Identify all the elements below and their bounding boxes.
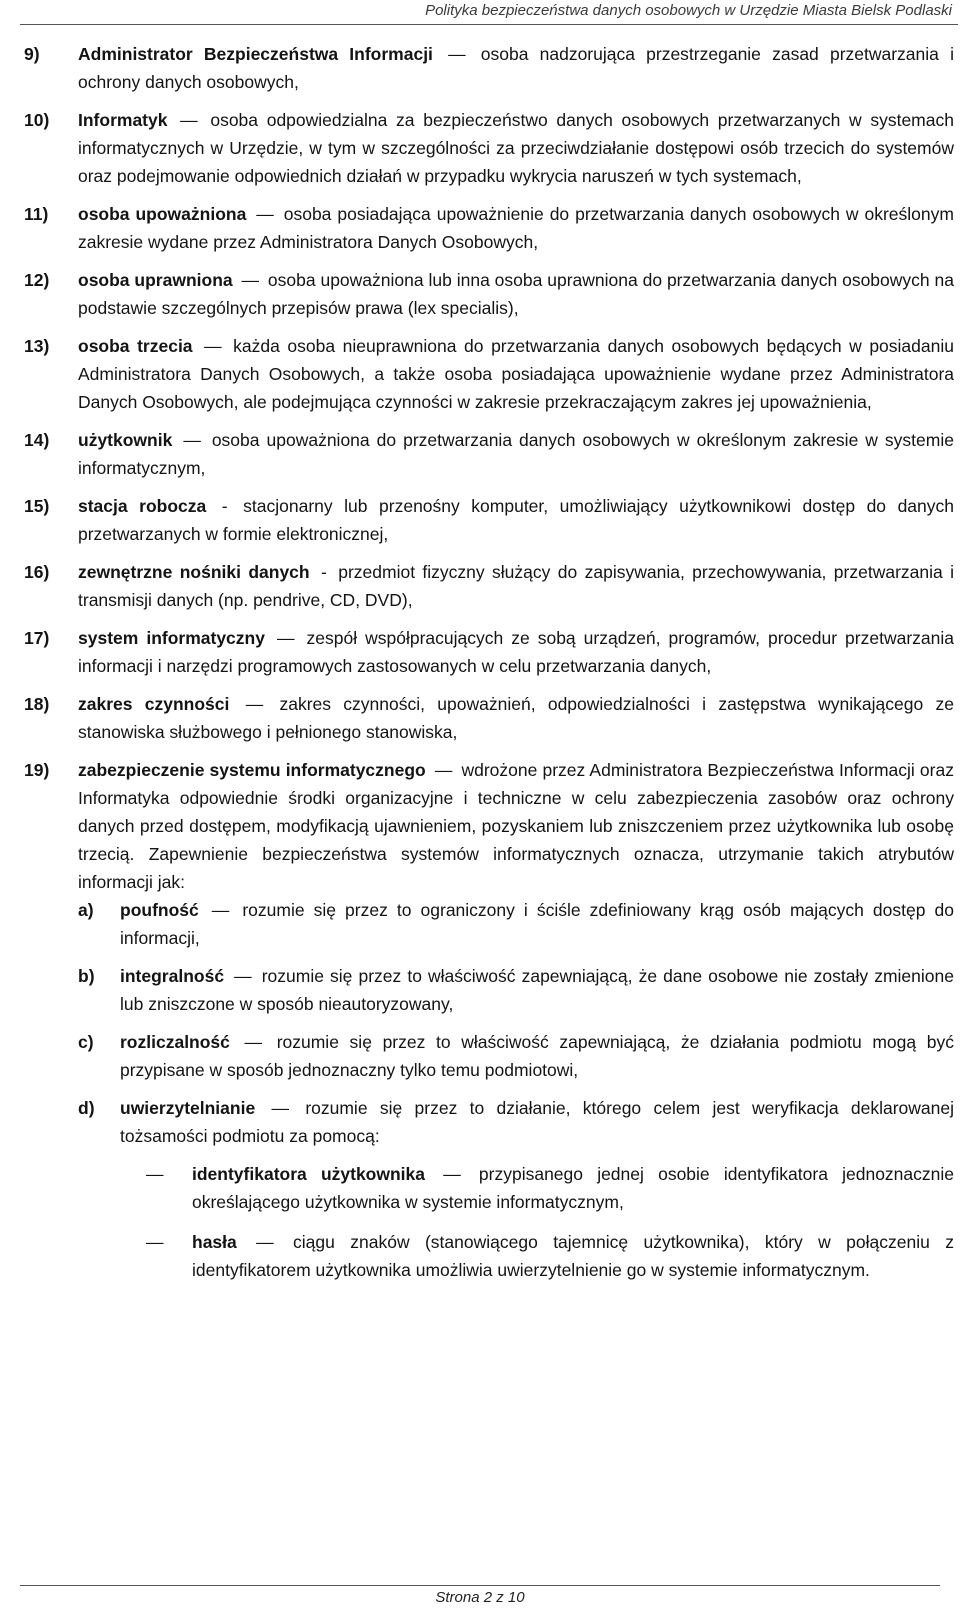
list-item (24, 492, 954, 548)
list-item (24, 106, 954, 190)
item-definition: wdrożone przez Administratora Bezpieczeństwa Informacji oraz Informatyka odpowiednie środki organizacyjne i techniczne w celu zabezpieczenia zasobów oraz ochrony danych przed dostępem, modyfikacją ujawnieniem, pozyskaniem lub zniszczeniem przez użytkownika lub osobę trzecią. Zapewnienie bezpieczeństwa systemów informatycznych oznacza, utrzymanie takich atrybutów informacji jak: (78, 760, 954, 892)
item-definition: osoba upoważniona lub inna osoba uprawniona do przetwarzania danych osobowych na podstawie szczególnych przepisów prawa (lex specialis), (78, 270, 954, 318)
item-definition: przedmiot fizyczny służący do zapisywania, przechowywania, przetwarzania i transmisji danych (np. pendrive, CD, DVD), (78, 562, 954, 610)
item-term: osoba upoważniona (78, 204, 247, 224)
sub-item-term: poufność (120, 900, 199, 920)
list-item (24, 690, 954, 746)
item-number: 14) (24, 430, 50, 450)
list-item (24, 426, 954, 482)
bullet-dash: — (146, 1164, 164, 1184)
nested-item-separator: — (256, 1232, 274, 1252)
sub-item-separator: — (234, 966, 252, 986)
item-separator: — (256, 204, 274, 224)
item-definition: osoba odpowiedzialna za bezpieczeństwo danych osobowych przetwarzanych w systemach informatycznych w Urzędzie, w tym w szczególności za przeciwdziałanie dostępowi osób trzecich do systemów oraz podejmowanie odpowiednich działań w przypadku wykrycia naruszeń w tych systemach, (78, 110, 954, 186)
list-item (24, 756, 954, 1284)
sub-item-label: c) (78, 1032, 94, 1052)
item-separator: — (241, 270, 260, 290)
sub-item-separator: — (211, 900, 230, 920)
list-item (24, 266, 954, 322)
list-item (24, 40, 954, 96)
sub-item-separator: — (271, 1098, 289, 1118)
nested-item-definition: przypisanego jednej osobie identyfikatora jednoznacznie określającego użytkownika w systemie informatycznym, (192, 1164, 955, 1212)
item-number: 15) (24, 496, 50, 516)
item-separator: — (276, 628, 295, 648)
item-separator: - (221, 496, 228, 516)
list-item (24, 332, 954, 416)
item-term: zewnętrzne nośniki danych (78, 562, 310, 582)
bullet-dash: — (146, 1232, 164, 1252)
sub-item-definition: rozumie się przez to właściwość zapewniającą, że dane osobowe nie zostały zmienione lub zniszczone w sposób nieautoryzowany, (120, 966, 954, 1014)
item-separator: — (204, 336, 222, 356)
list-item (24, 558, 954, 614)
list-item (24, 624, 954, 680)
nested-item-separator: — (443, 1164, 461, 1184)
item-separator: — (448, 44, 466, 64)
nested-item-term: identyfikatora użytkownika (192, 1164, 425, 1184)
item-term: osoba trzecia (78, 336, 193, 356)
page-number: Strona 2 z 10 (435, 1589, 525, 1606)
item-definition: zespół współpracujących ze sobą urządzeń, programów, procedur przetwarzania informacji i narzędzi programowych zastosowanych w celu przetwarzania danych, (78, 628, 954, 676)
item-definition: osoba posiadająca upoważnienie do przetwarzania danych osobowych w określonym zakresie wydane przez Administratora Danych Osobowych, (78, 204, 954, 252)
item-term: Informatyk (78, 110, 168, 130)
sub-item (78, 896, 954, 952)
sub-item-label: b) (78, 966, 95, 986)
page-header-title: Polityka bezpieczeństwa danych osobowych w Urzędzie Miasta Bielsk Podlaski (425, 2, 952, 19)
sub-item (78, 1028, 954, 1084)
list-item (24, 200, 954, 256)
item-term: osoba uprawniona (78, 270, 233, 290)
item-term: system informatyczny (78, 628, 265, 648)
sub-item (78, 1094, 954, 1284)
item-definition: stacjonarny lub przenośny komputer, umożliwiający użytkownikowi dostęp do danych przetwarzanych w formie elektronicznej, (78, 496, 954, 544)
sub-item-separator: — (244, 1032, 263, 1052)
item-number: 18) (24, 694, 50, 714)
item-definition: osoba nadzorująca przestrzeganie zasad przetwarzania i ochrony danych osobowych, (78, 44, 954, 92)
item-number: 17) (24, 628, 50, 648)
definitions-list (24, 40, 954, 1296)
item-term: użytkownik (78, 430, 173, 450)
item-term: zabezpieczenie systemu informatycznego (78, 760, 426, 780)
nested-item (120, 1228, 954, 1284)
nested-item-definition: ciągu znaków (stanowiącego tajemnicę użytkownika), który w połączeniu z identyfikatorem użytkownika umożliwia uwierzytelnienie go w systemie informatycznym. (192, 1232, 954, 1280)
sub-item-label: d) (78, 1098, 95, 1118)
footer-divider (20, 1585, 940, 1586)
item-number: 13) (24, 336, 50, 356)
sub-item-definition: rozumie się przez to ograniczony i ściśle zdefiniowany krąg osób mających dostęp do informacji, (120, 900, 954, 948)
sub-item-term: integralność (120, 966, 225, 986)
item-separator: — (180, 110, 198, 130)
item-term: zakres czynności (78, 694, 230, 714)
sub-item-definition: rozumie się przez to działanie, którego celem jest weryfikacja deklarowanej tożsamości podmiotu za pomocą: (120, 1098, 954, 1146)
item-separator: — (183, 430, 201, 450)
nested-item-term: hasła (192, 1232, 237, 1252)
sub-item-term: rozliczalność (120, 1032, 230, 1052)
item-number: 19) (24, 760, 50, 780)
item-separator: - (321, 562, 327, 582)
item-definition: każda osoba nieuprawniona do przetwarzania danych osobowych będących w posiadaniu Administratora Danych Osobowych, a także osoba posiadająca upoważnienie wydane przez Administratora Danych Osobowych, ale podejmująca czynności w zakresie przekraczającym zakres jej upoważnienia, (78, 336, 954, 412)
item-term: Administrator Bezpieczeństwa Informacji (78, 44, 433, 64)
sub-item-term: uwierzytelnianie (120, 1098, 256, 1118)
item-number: 9) (24, 44, 40, 64)
item-definition: zakres czynności, upoważnień, odpowiedzialności i zastępstwa wynikającego ze stanowiska służbowego i pełnionego stanowiska, (78, 694, 954, 742)
item-separator: — (434, 760, 453, 780)
item-number: 10) (24, 110, 50, 130)
item-number: 12) (24, 270, 50, 290)
item-number: 11) (24, 204, 49, 224)
sub-item-label: a) (78, 900, 94, 920)
nested-item (120, 1160, 954, 1216)
item-separator: — (245, 694, 264, 714)
header-divider (20, 24, 958, 25)
item-number: 16) (24, 562, 50, 582)
sub-item (78, 962, 954, 1018)
sub-item-definition: rozumie się przez to właściwość zapewniającą, że działania podmiotu mogą być przypisane w sposób jednoznaczny tylko temu podmiotowi, (120, 1032, 954, 1080)
item-definition: osoba upoważniona do przetwarzania danych osobowych w określonym zakresie w systemie informatycznym, (78, 430, 954, 478)
item-term: stacja robocza (78, 496, 207, 516)
